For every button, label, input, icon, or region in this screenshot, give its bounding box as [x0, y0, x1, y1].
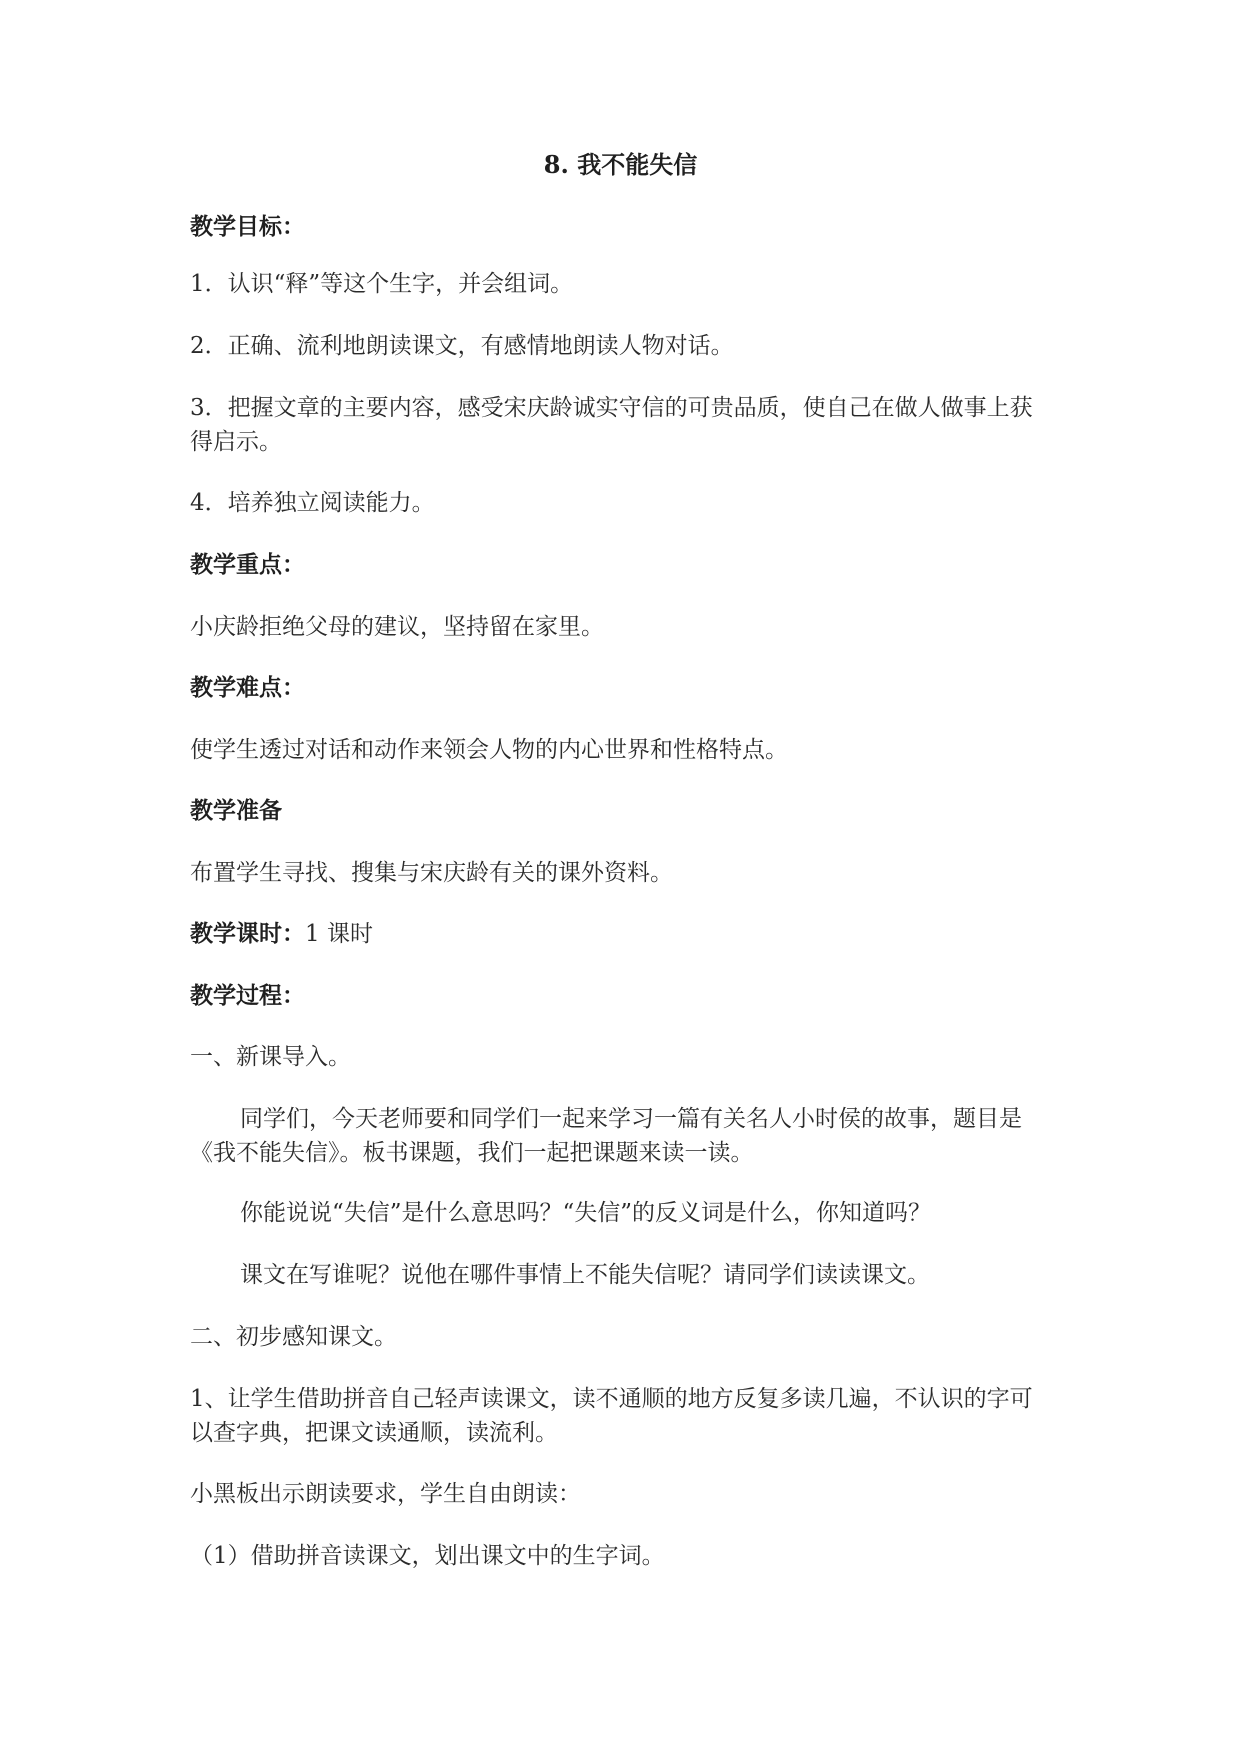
objective-item-4: 4．培养独立阅读能力。	[190, 490, 435, 516]
sub-item-1: （1）借助拼音读课文，划出课文中的生字词。	[190, 1543, 665, 1569]
objectives-heading: 教学目标：	[190, 213, 305, 240]
objective-item-1: 1．认识“释”等这个生字，并会组词。	[190, 271, 574, 297]
hours-line	[190, 917, 1050, 951]
section1-paragraph-2: 你能说说“失信”是什么意思吗？“失信”的反义词是什么，你知道吗？	[240, 1200, 932, 1226]
key-points-text: 小庆龄拒绝父母的建议，坚持留在家里。	[190, 614, 604, 640]
difficulties-heading: 教学难点：	[190, 674, 305, 701]
section1-paragraph-1: 同学们，今天老师要和同学们一起来学习一篇有关名人小时侯的故事，题目是《我不能失信》。板书课题，我们一起把课题来读一读。	[190, 1106, 1022, 1166]
section2-heading: 二、初步感知课文。	[190, 1324, 397, 1350]
objective-item-3: 3．把握文章的主要内容，感受宋庆龄诚实守信的可贵品质，使自己在做人做事上获得启示。	[190, 395, 1033, 455]
difficulties-text: 使学生透过对话和动作来领会人物的内心世界和性格特点。	[190, 737, 788, 763]
preparation-text: 布置学生寻找、搜集与宋庆龄有关的课外资料。	[190, 860, 673, 886]
section2-item-1: 1、让学生借助拼音自己轻声读课文，读不通顺的地方反复多读几遍，不认识的字可以查字典，把课文读通顺，读流利。	[190, 1386, 1033, 1446]
process-heading: 教学过程：	[190, 982, 305, 1009]
key-points-heading: 教学重点：	[190, 551, 305, 578]
section1-heading: 一、新课导入。	[190, 1044, 351, 1070]
hours-label: 教学课时：	[190, 920, 305, 947]
hours-value: 1 课时	[305, 921, 373, 947]
objective-item-2: 2．正确、流利地朗读课文，有感情地朗读人物对话。	[190, 333, 734, 359]
section1-paragraph-3: 课文在写谁呢？说他在哪件事情上不能失信呢？请同学们读读课文。	[240, 1262, 930, 1288]
blackboard-instruction: 小黑板出示朗读要求，学生自由朗读：	[190, 1481, 581, 1507]
preparation-heading: 教学准备	[190, 797, 282, 824]
document-title: 8. 我不能失信	[543, 150, 698, 179]
